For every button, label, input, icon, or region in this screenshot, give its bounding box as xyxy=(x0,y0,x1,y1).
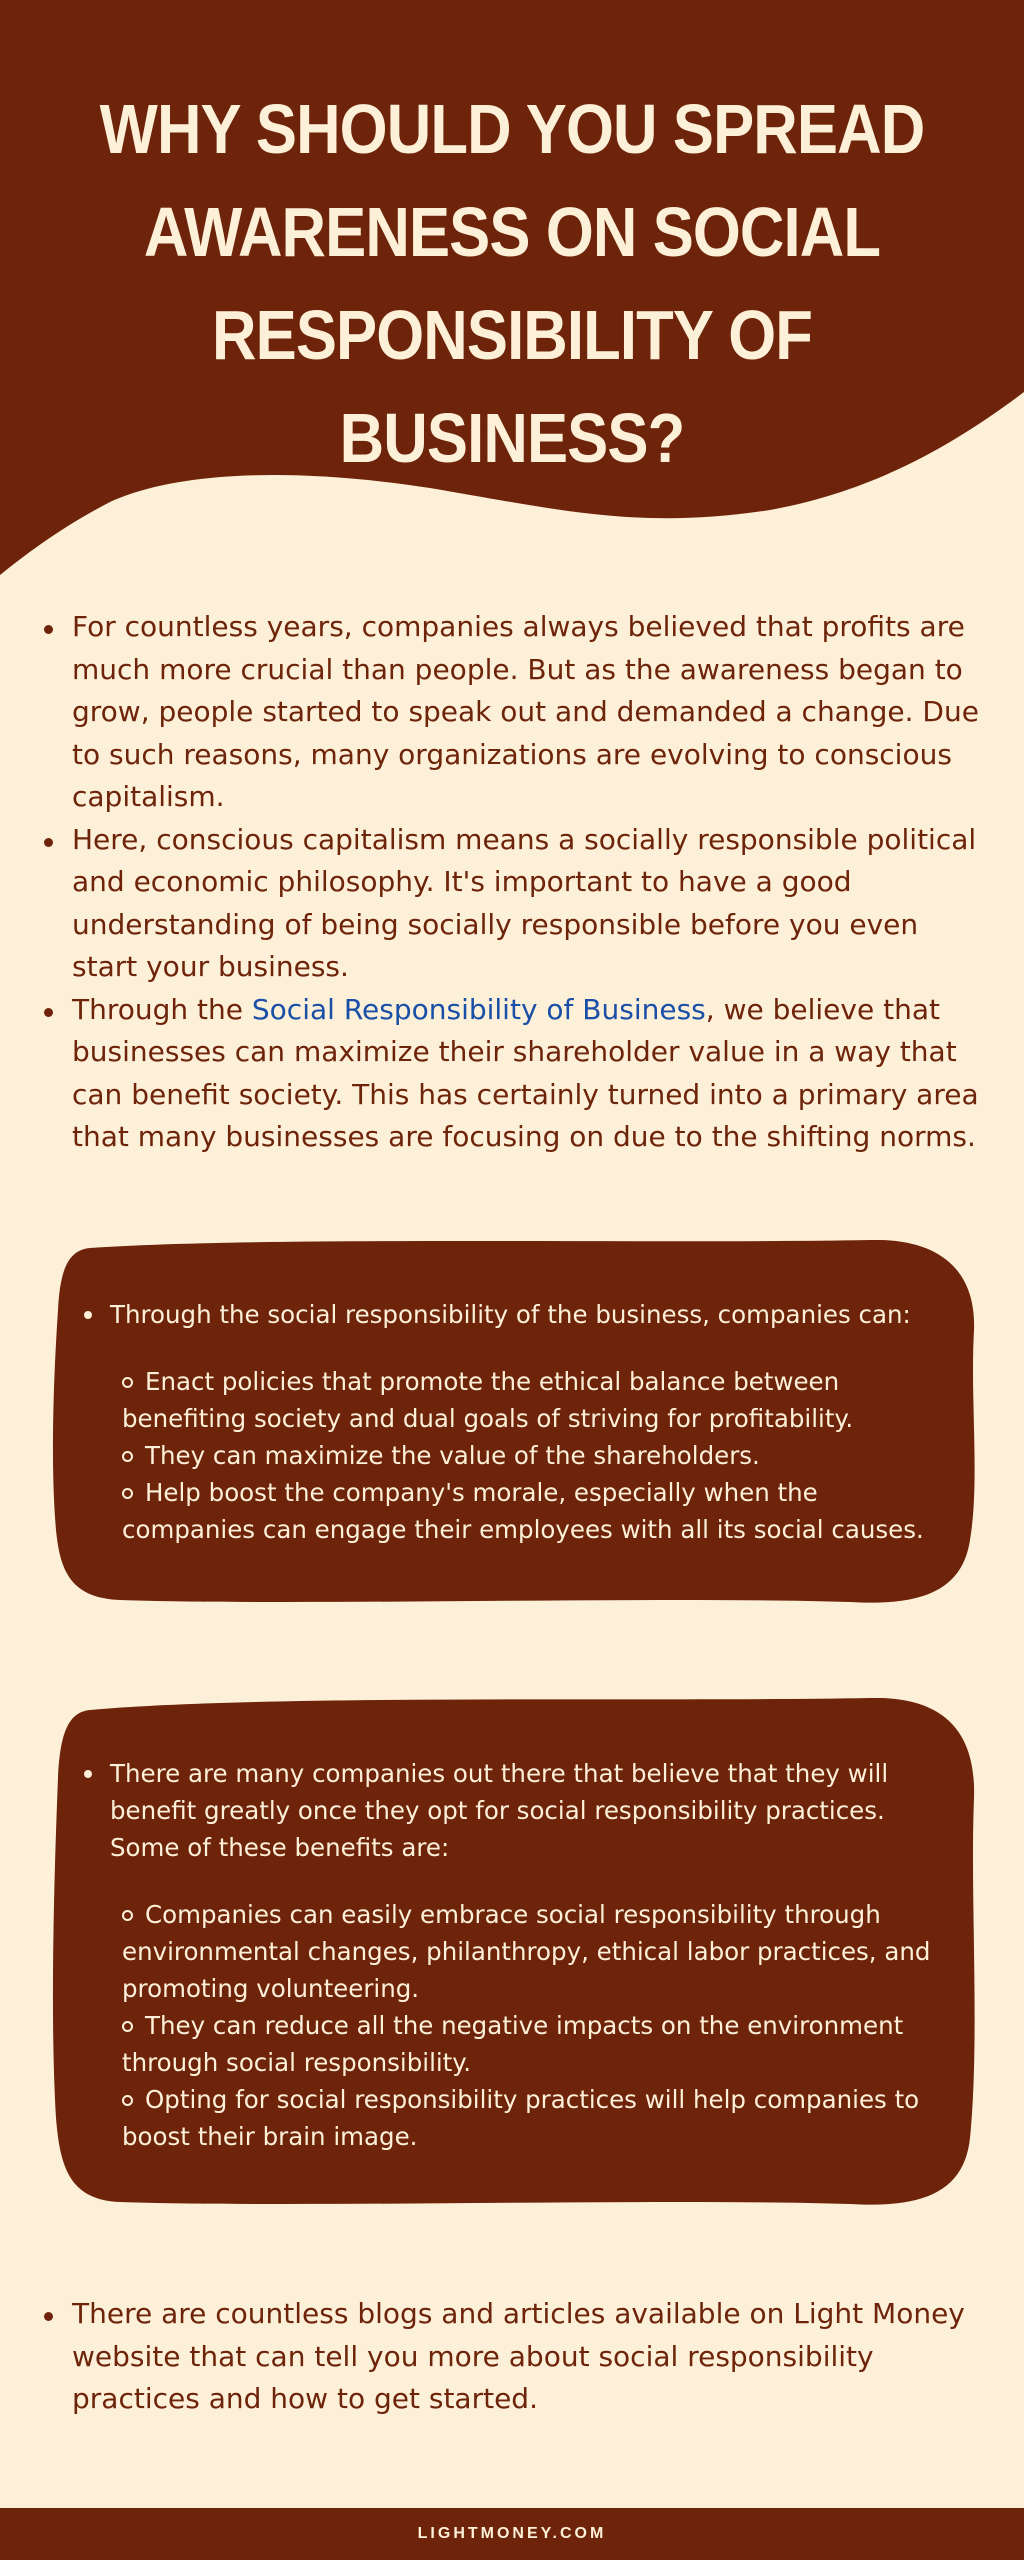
circle-bullet-icon xyxy=(122,1451,133,1462)
circle-bullet-icon xyxy=(122,2021,133,2032)
card-2-list xyxy=(78,1896,950,2155)
card-1-list xyxy=(78,1363,950,1548)
intro-list xyxy=(40,606,992,1159)
card-2-item: Companies can easily embrace social responsibility through environmental changes, philanthropy, ethical labor practices, and promoting volunteering. xyxy=(122,1900,931,2003)
intro-bullet-3-suffix: , we believe that businesses can maximize their shareholder value in a way that can benefit society. This has certainly turned into a primary area that many businesses are focusing on due to the shifting norms. xyxy=(72,992,979,1153)
social-responsibility-link[interactable]: Social Responsibility of Business xyxy=(251,992,706,1026)
card-2-item: Opting for social responsibility practices will help companies to boost their brain image. xyxy=(122,2085,920,2151)
card-2-item: They can reduce all the negative impacts on the environment through social responsibility. xyxy=(122,2011,904,2077)
card-1 xyxy=(78,1296,950,1548)
intro-bullet-1: For countless years, companies always believed that profits are much more crucial than people. But as the awareness began to grow, people started to speak out and demanded a change. Due to such reasons, many organizations are evolving to conscious capitalism. xyxy=(40,606,992,819)
page-title xyxy=(97,78,928,490)
intro-bullet-3-prefix: Through the xyxy=(72,992,252,1026)
card-1-item: Enact policies that promote the ethical balance between benefiting society and dual goals of striving for profitability. xyxy=(122,1367,854,1433)
closing-bullet: There are countless blogs and articles available on Light Money website that can tell you more about social responsibility practices and how to get started. xyxy=(40,2293,992,2421)
card-1-item: Help boost the company's morale, especially when the companies can engage their employees with all its social causes. xyxy=(122,1478,924,1544)
intro-bullet-3 xyxy=(40,989,992,1159)
footer-site-link[interactable]: LIGHTMONEY.COM xyxy=(417,2525,607,2542)
intro-bullet-2: Here, conscious capitalism means a socially responsible political and economic philosophy. It's important to have a good understanding of being socially responsible before you even start your business. xyxy=(40,819,992,989)
card-1-item: They can maximize the value of the shareholders. xyxy=(122,1437,950,1474)
card-2-lead: There are many companies out there that believe that they will benefit greatly once they opt for social responsibility practices. Some of these benefits are: xyxy=(78,1755,950,1866)
card-2 xyxy=(78,1755,950,2155)
circle-bullet-icon xyxy=(122,1377,133,1388)
closing-list xyxy=(40,2293,992,2421)
title-line-3: RESPONSIBILITY OF BUSINESS? xyxy=(212,296,812,477)
card-1-lead: Through the social responsibility of the business, companies can: xyxy=(78,1296,950,1333)
circle-bullet-icon xyxy=(122,1910,133,1921)
title-line-2: AWARENESS ON SOCIAL xyxy=(143,193,881,271)
title-line-1: WHY SHOULD YOU SPREAD xyxy=(99,90,925,168)
circle-bullet-icon xyxy=(122,2095,133,2106)
footer-bar xyxy=(0,2508,1024,2560)
circle-bullet-icon xyxy=(122,1488,133,1499)
